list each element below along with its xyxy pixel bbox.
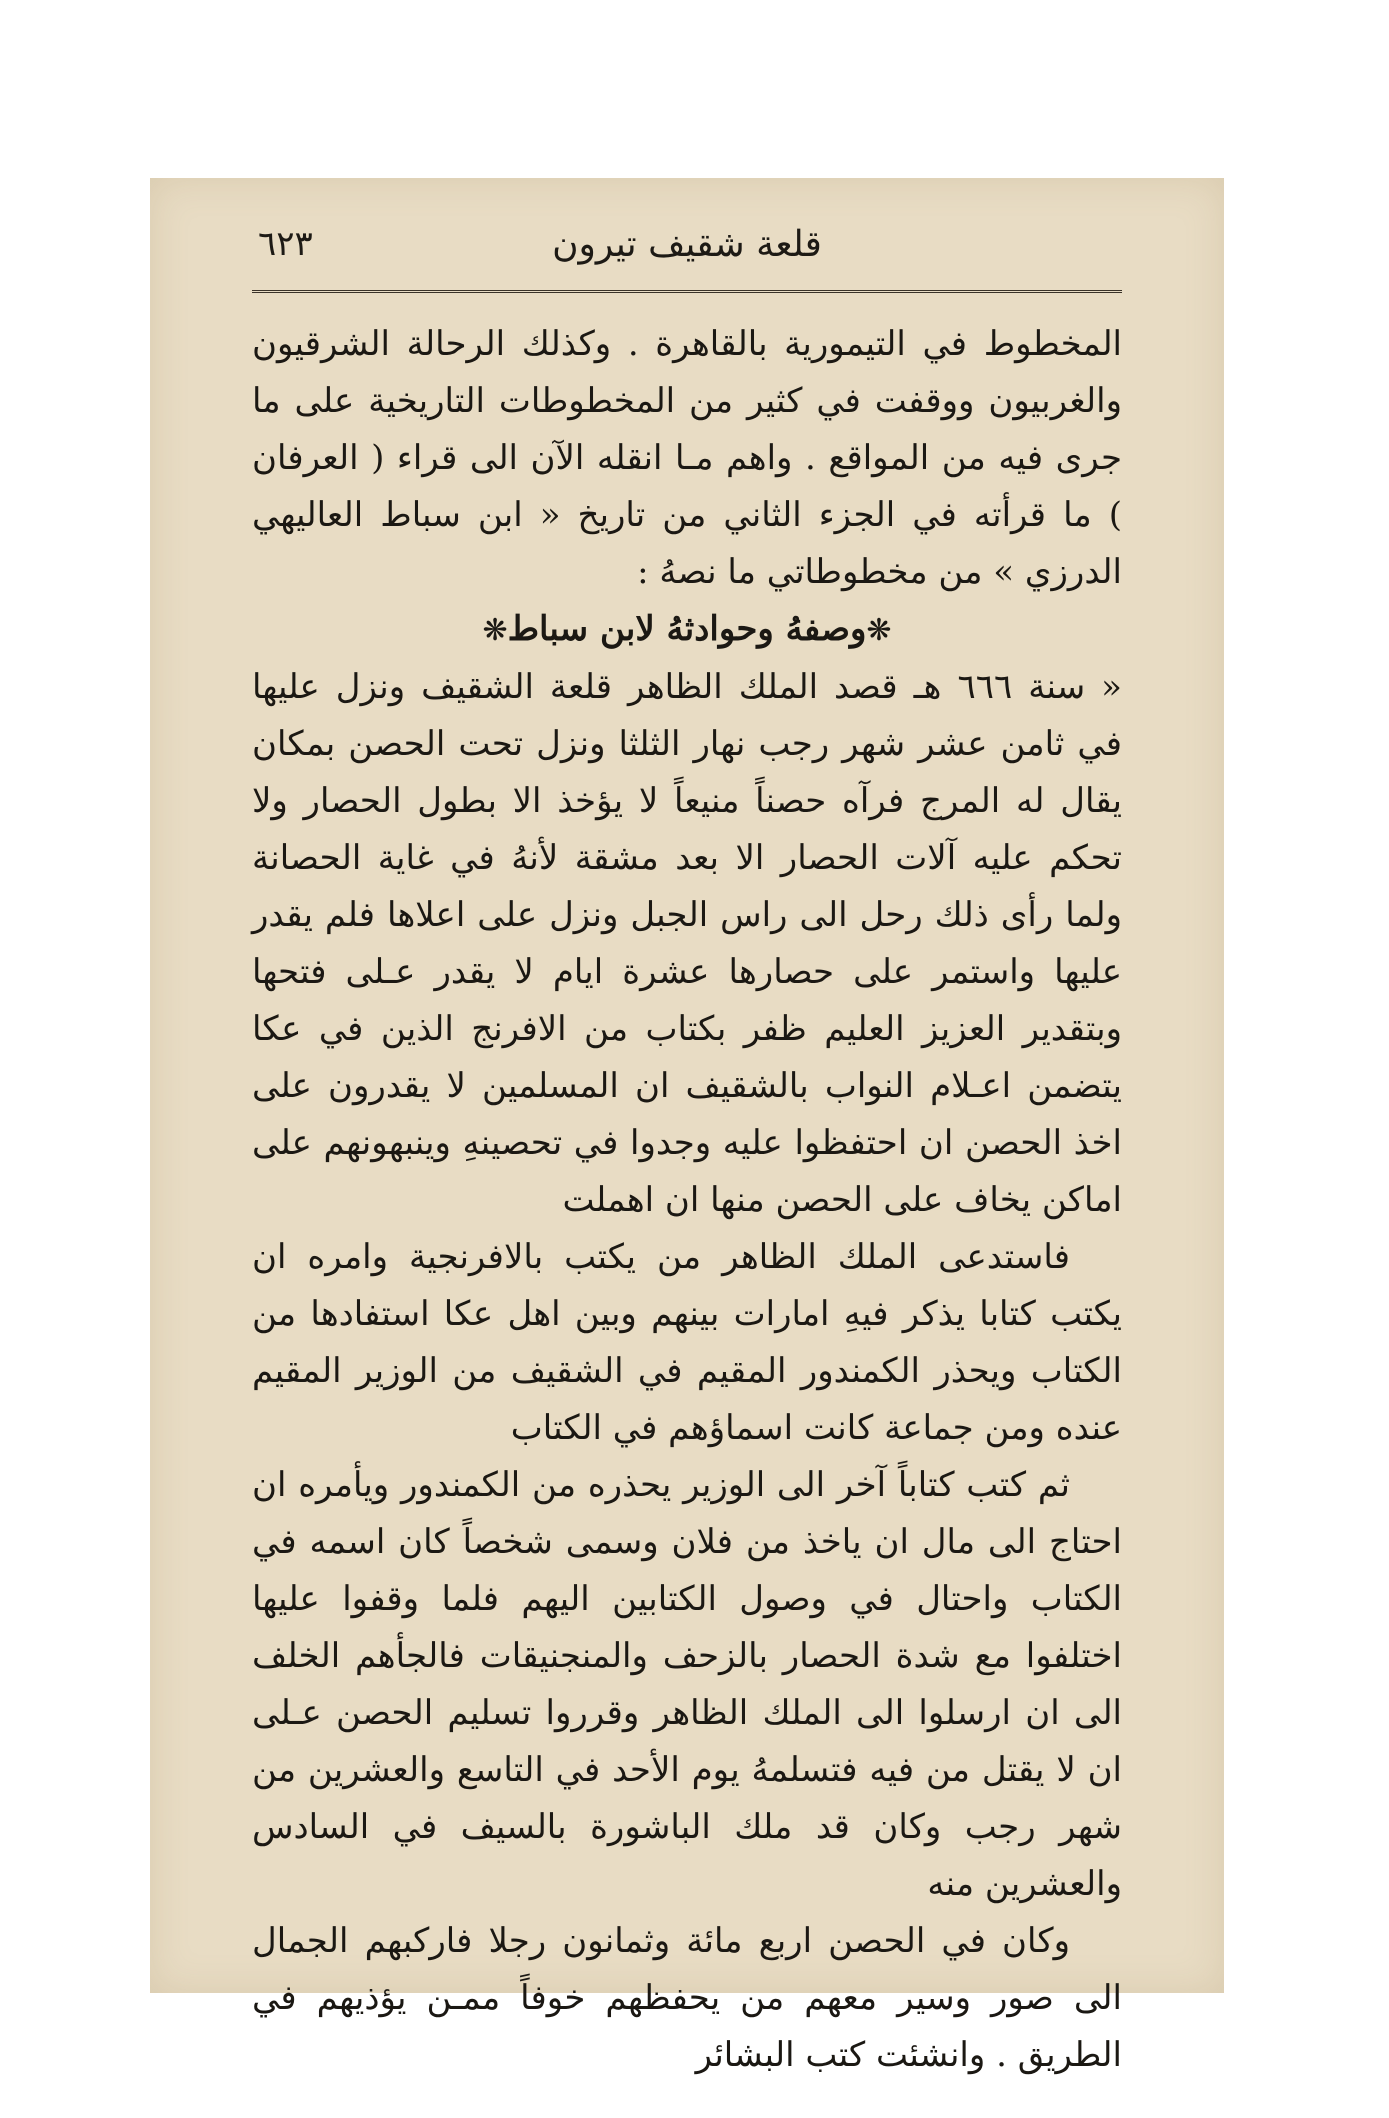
book-page: [150, 178, 1224, 2075]
body-text: [252, 316, 1122, 2084]
paragraph-intro: المخطوط في التيمورية بالقاهرة . وكذلك الرحالة الشرقيون والغربيون ووقفت في كثير من المخطوطات التاريخية على ما جرى فيه من المواقع . واهم مـا انقله الآن الى قراء ( العرفان ) ما قرأته في الجزء الثاني من تاريخ « ابن سباط العاليهي الدرزي » من مخطوطاتي ما نصهُ :: [252, 324, 1122, 592]
section-subheading: [252, 601, 1122, 659]
ornament-icon: ❋: [866, 613, 892, 648]
running-title: قلعة شقيف تيرون: [552, 224, 822, 265]
subheading-text: وصفهُ وحوادثهُ لابن سباط: [507, 609, 867, 649]
header-rule: [252, 290, 1122, 293]
paragraph-garrison: وكان في الحصن اربع مائة وثمانون رجلا فاركبهم الجمال الى صور وسير معهم من يحفظهم خوفاً ممـن يؤذيهم في الطريق . وانشئت كتب البشائر: [252, 1921, 1122, 2075]
paragraph-quote: « سنة ٦٦٦ هـ قصد الملك الظاهر قلعة الشقيف ونزل عليها في ثامن عشر شهر رجب نهار الثلثا ونزل تحت الحصن بمكان يقال له المرج فرآه حصناً منيعاً لا يؤخذ الا بطول الحصار ولا تحكم عليه آلات الحصار الا بعد مشقة لأنهُ في غاية الحصانة ولما رأى ذلك رحل الى راس الجبل ونزل على اعلاها فلم يقدر عليها واستمر على حصارها عشرة ايام لا يقدر عـلى فتحها وبتقدير العزيز العليم ظفر بكتاب من الافرنج الذين في عكا يتضمن اعـلام النواب بالشقيف ان المسلمين لا يقدرون على اخذ الحصن ان احتفظوا عليه وجدوا في تحصينهِ وينبهونهم على اماكن يخاف على الحصن منها ان اهملت: [252, 667, 1122, 1220]
page-number: ٦٢٣: [258, 224, 313, 264]
ornament-icon: ❋: [482, 613, 508, 648]
running-header: [258, 218, 1116, 278]
paragraph-second-letter: ثم كتب كتاباً آخر الى الوزير يحذره من الكمندور ويأمره ان احتاج الى مال ان ياخذ من فلان وسمى شخصاً كان اسمه في الكتاب واحتال في وصول الكتابين اليهم فلما وقفوا عليها اختلفوا مع شدة الحصار بالزحف والمنجنيقات فالجأهم الخلف الى ان ارسلوا الى الملك الظاهر وقرروا تسليم الحصن عـلى ان لا يقتل من فيه فتسلمهُ يوم الأحد في التاسع والعشرين من شهر رجب وكان قد ملك الباشورة بالسيف في السادس والعشرين منه: [252, 1465, 1122, 1904]
paragraph-letter: فاستدعى الملك الظاهر من يكتب بالافرنجية وامره ان يكتب كتابا يذكر فيهِ امارات بينهم وبين اهل عكا استفادها من الكتاب ويحذر الكمندور المقيم في الشقيف من الوزير المقيم عنده ومن جماعة كانت اسماؤهم في الكتاب: [252, 1237, 1122, 1448]
